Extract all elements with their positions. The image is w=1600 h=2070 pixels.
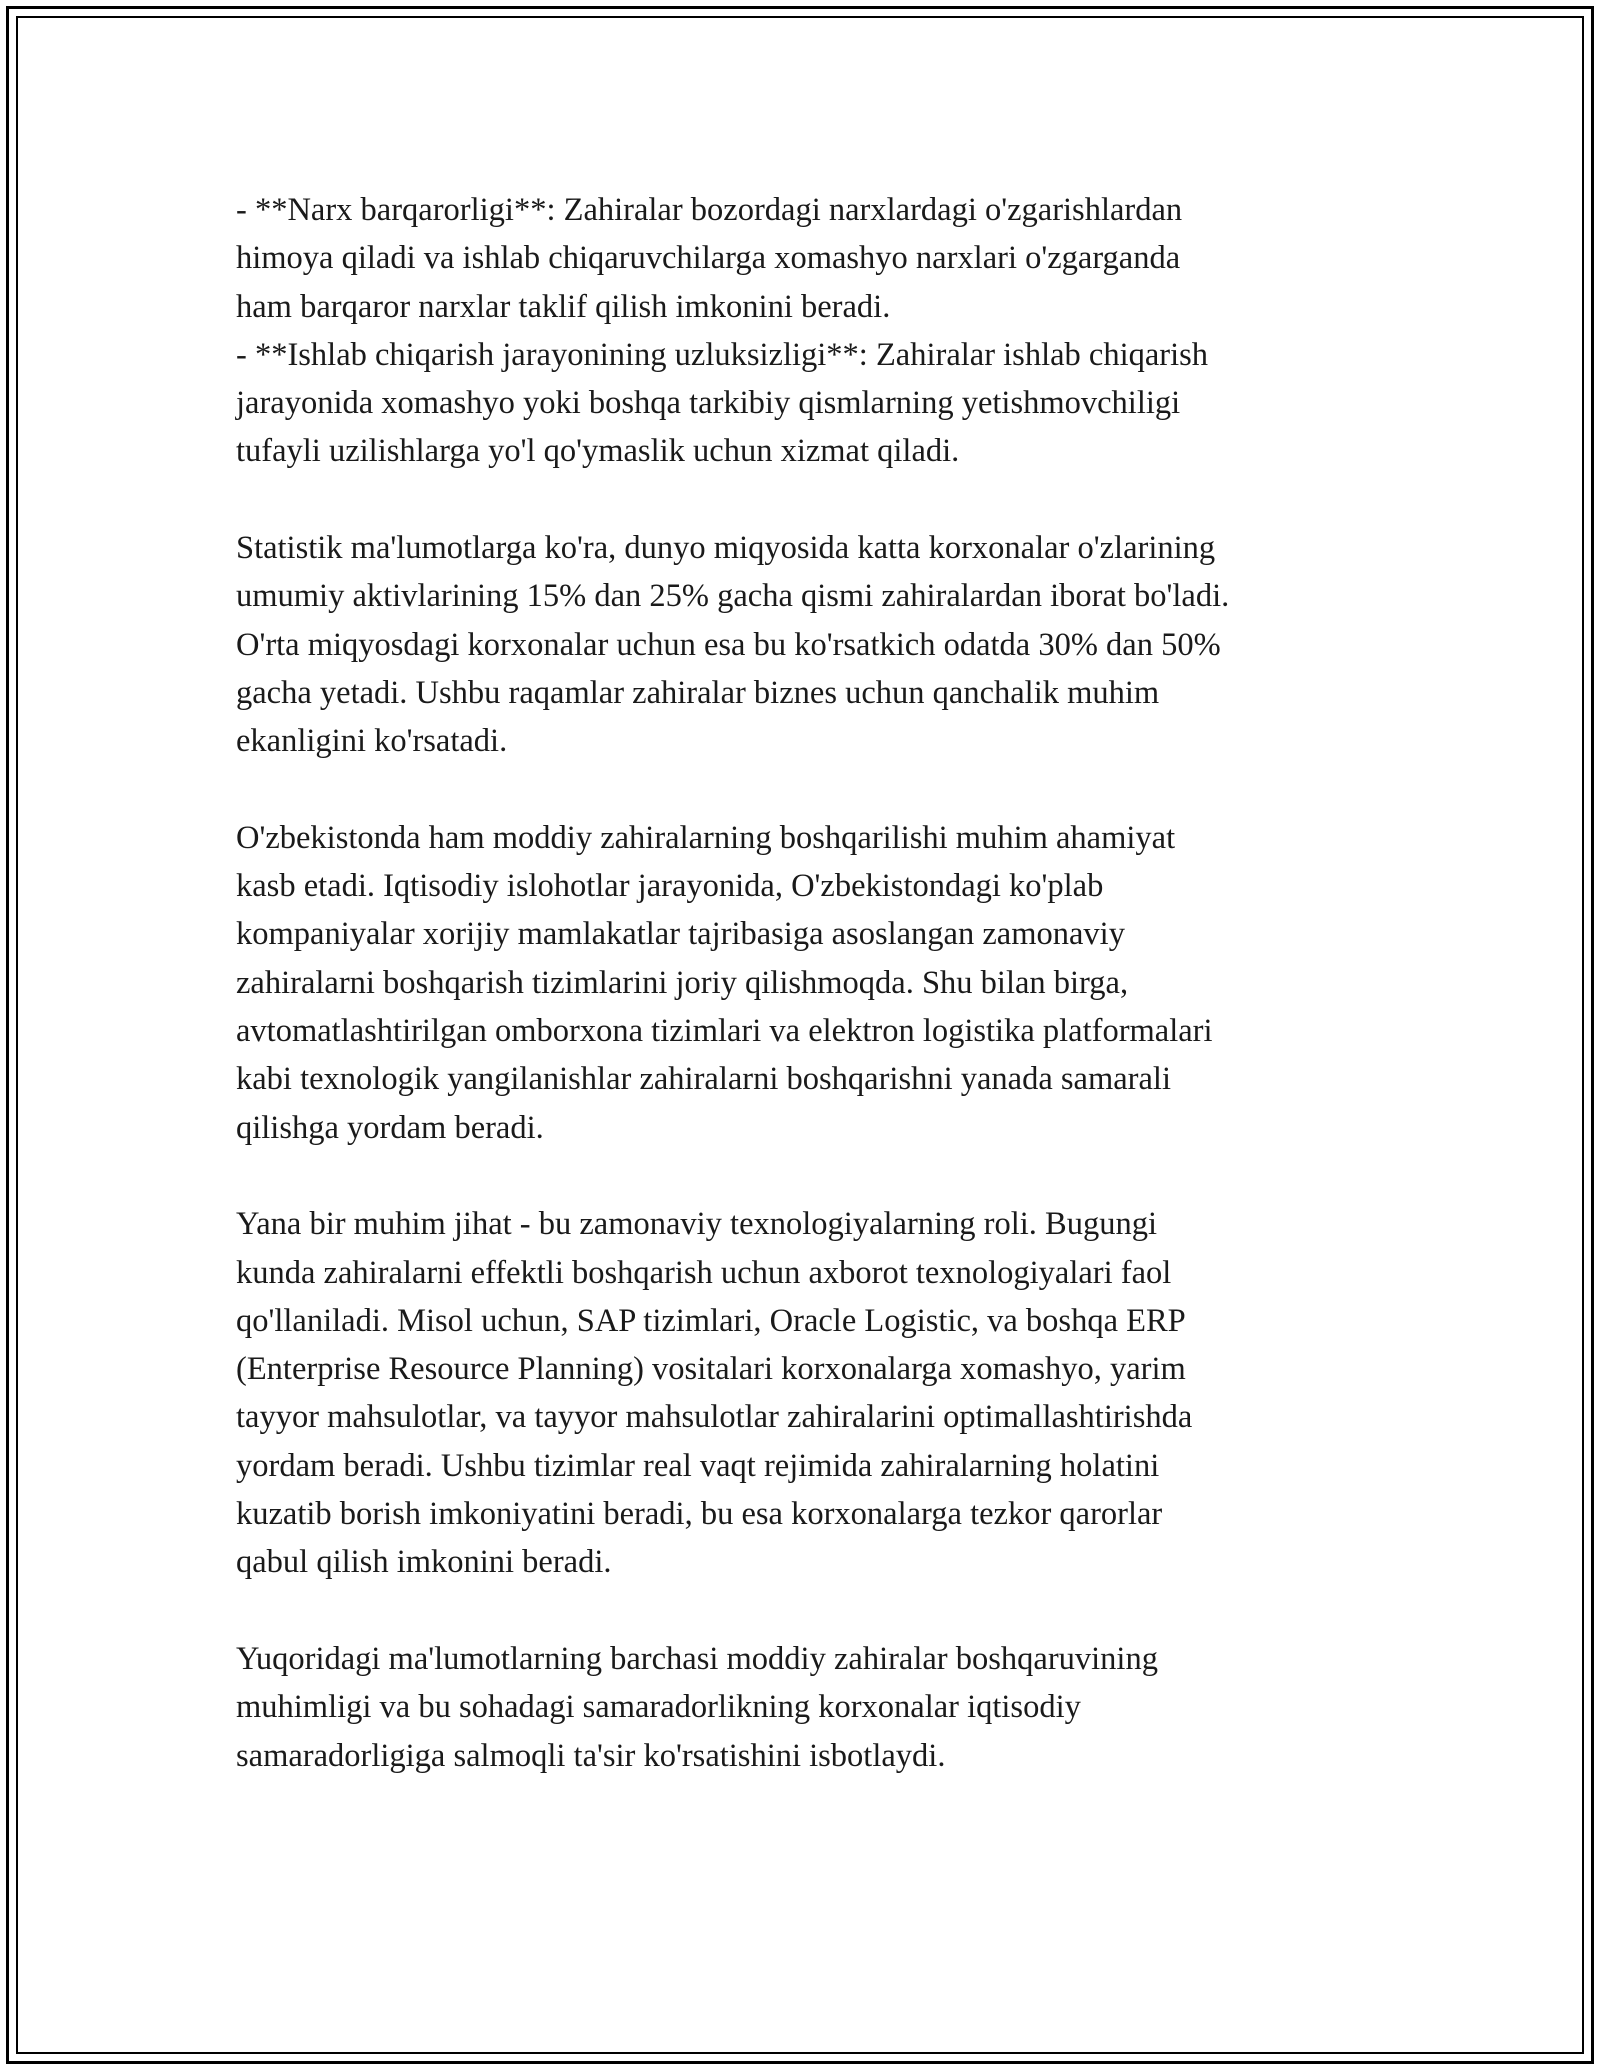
- paragraph-statistics: [236, 524, 1376, 765]
- text-line: qo'llaniladi. Misol uchun, SAP tizimlari, Oracle Logistic, va boshqa ERP: [236, 1302, 1186, 1339]
- text-line: samaradorligiga salmoqli ta'sir ko'rsatishini isbotlaydi.: [236, 1737, 946, 1774]
- paragraph-conclusion: [236, 1635, 1376, 1780]
- text-line: kabi texnologik yangilanishlar zahiralarni boshqarishni yanada samarali: [236, 1061, 1171, 1098]
- text-line: gacha yetadi. Ushbu raqamlar zahiralar biznes uchun qanchalik muhim: [236, 674, 1160, 711]
- bullet-item-price-stability: [236, 186, 1376, 331]
- text-line: kuzatib borish imkoniyatini beradi, bu esa korxonalarga tezkor qarorlar: [236, 1496, 1163, 1533]
- text-line: yordam beradi. Ushbu tizimlar real vaqt rejimida zahiralarning holatini: [236, 1447, 1160, 1484]
- text-line: zahiralarni boshqarish tizimlarini joriy qilishmoqda. Shu bilan birga,: [236, 964, 1129, 1001]
- text-line: muhimligi va bu sohadagi samaradorlikning korxonalar iqtisodiy: [236, 1689, 1081, 1726]
- paragraph-technologies: [236, 1200, 1376, 1586]
- text-line: Statistik ma'lumotlarga ko'ra, dunyo miqyosida katta korxonalar o'zlarining: [236, 530, 1216, 567]
- text-line: jarayonida xomashyo yoki boshqa tarkibiy qismlarning yetishmovchiligi: [236, 385, 1181, 422]
- text-line: - **Ishlab chiqarish jarayonining uzluksizligi**: Zahiralar ishlab chiqarish: [236, 336, 1209, 373]
- bullet-item-production-continuity: [236, 331, 1376, 476]
- text-line: (Enterprise Resource Planning) vositalari korxonalarga xomashyo, yarim: [236, 1351, 1186, 1388]
- text-line: umumiy aktivlarining 15% dan 25% gacha qismi zahiralardan iborat bo'ladi.: [236, 578, 1230, 615]
- text-line: kasb etadi. Iqtisodiy islohotlar jarayonida, O'zbekistondagi ko'plab: [236, 868, 1104, 905]
- text-line: tufayli uzilishlarga yo'l qo'ymaslik uchun xizmat qiladi.: [236, 433, 960, 470]
- paragraph-uzbekistan: [236, 814, 1376, 1152]
- text-line: himoya qiladi va ishlab chiqaruvchilarga xomashyo narxlari o'zgarganda: [236, 240, 1181, 277]
- text-line: Yana bir muhim jihat - bu zamonaviy texnologiyalarning roli. Bugungi: [236, 1206, 1158, 1243]
- text-line: ekanligini ko'rsatadi.: [236, 723, 508, 760]
- text-line: kunda zahiralarni effektli boshqarish uchun axborot texnologiyalari faol: [236, 1254, 1172, 1291]
- text-line: ham barqaror narxlar taklif qilish imkonini beradi.: [236, 288, 891, 325]
- text-line: O'zbekistonda ham moddiy zahiralarning boshqarilishi muhim ahamiyat: [236, 819, 1176, 856]
- text-line: qilishga yordam beradi.: [236, 1109, 544, 1146]
- text-line: qabul qilish imkonini beradi.: [236, 1544, 612, 1581]
- text-line: O'rta miqyosdagi korxonalar uchun esa bu ko'rsatkich odatda 30% dan 50%: [236, 626, 1221, 663]
- text-line: - **Narx barqarorligi**: Zahiralar bozordagi narxlardagi o'zgarishlardan: [236, 192, 1183, 228]
- document-body: [236, 186, 1376, 1828]
- text-line: Yuqoridagi ma'lumotlarning barchasi moddiy zahiralar boshqaruvining: [236, 1640, 1158, 1677]
- bullet-list: [236, 186, 1376, 476]
- text-line: kompaniyalar xorijiy mamlakatlar tajribasiga asoslangan zamonaviy: [236, 916, 1125, 953]
- text-line: avtomatlashtirilgan omborxona tizimlari va elektron logistika platformalari: [236, 1013, 1213, 1050]
- text-line: tayyor mahsulotlar, va tayyor mahsulotlar zahiralarini optimallashtirishda: [236, 1399, 1193, 1436]
